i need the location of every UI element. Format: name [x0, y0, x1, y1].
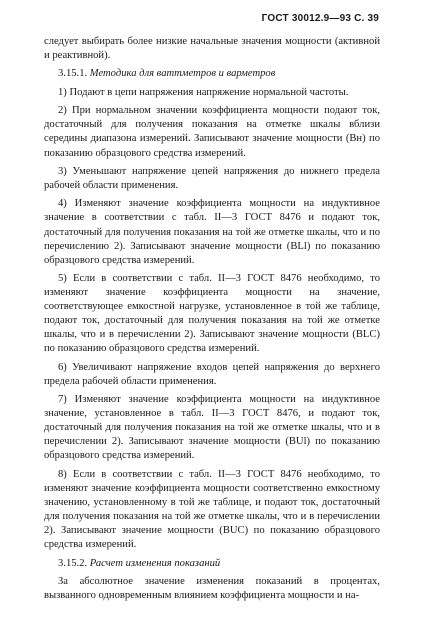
paragraph-final: За абсолютное значение изменения показаний в процентах, вызванного одновременным влиянием коэффициента мощности и на- [44, 575, 380, 601]
subsection-number: 3.15.1. [58, 68, 88, 80]
step-7: 7) Изменяют значение коэффициента мощности на индуктивное значение, установленное в табл. II—3 ГОСТ 8476, и подают ток, достаточный для получения показания на той же отметке шкалы, что и в перечислении 2). Записывают значение мощности (BUl) по показанию образцового средства измерений. [44, 394, 380, 462]
step-1: 1) Подают в цепи напряжения напряжение нормальной частоты. [58, 86, 349, 98]
page-body [44, 35, 380, 603]
subsection-heading-3-15-1 [44, 67, 380, 81]
step-3: 3) Уменьшают напряжение цепей напряжения до нижнего предела рабочей области применения. [44, 165, 380, 191]
step-2: 2) При нормальном значении коэффициента мощности подают ток, достаточный для получения показания на отметке шкалы вблизи середины диапазона измерений. Записывают значение мощности (Bн) по показанию образцового средства измерений. [44, 105, 380, 159]
step-5: 5) Если в соответствии с табл. II—3 ГОСТ 8476 необходимо, то изменяют значение коэффициента мощности на значение, соответствующее емкостной нагрузке, установленное в той же таблице, подают ток, достаточный для получения показания на той же отметке шкалы, что и в перечислении 2). Записывают значение мощности (BLC) по показанию образцового средства измерений. [44, 273, 380, 355]
paragraph-continuation: следует выбирать более низкие начальные значения мощности (активной и реактивной). [44, 36, 380, 62]
subsection-title: Расчет изменения показаний [89, 557, 221, 569]
step-4: 4) Изменяют значение коэффициента мощности на индуктивное значение в соответствии с табл. II—3 ГОСТ 8476 и подают ток, достаточный для получения показания на той же отметке шкалы, что и по перечислению 2). Записывают значение мощности (BLl) по показанию образцового средства измерений. [44, 198, 380, 266]
running-header: ГОСТ 30012.9—93 С. 39 [261, 13, 379, 24]
step-8: 8) Если в соответствии с табл. II—3 ГОСТ 8476 необходимо, то изменяют значение коэффициента мощности соответственно емкостному значению, установленному в той же таблице, и подают ток, достаточный для получения показания на той же отметке шкалы, что и в перечислении 2). Записывают значение мощности (BUC) по показанию образцового средства измерений. [44, 468, 380, 551]
subsection-title: Методика для ваттметров и варметров [89, 68, 276, 80]
subsection-heading-3-15-2 [44, 557, 380, 571]
step-6: 6) Увеличивают напряжение входов цепей напряжения до верхнего предела рабочей области применения. [44, 361, 380, 387]
subsection-number: 3.15.2. [58, 557, 88, 569]
